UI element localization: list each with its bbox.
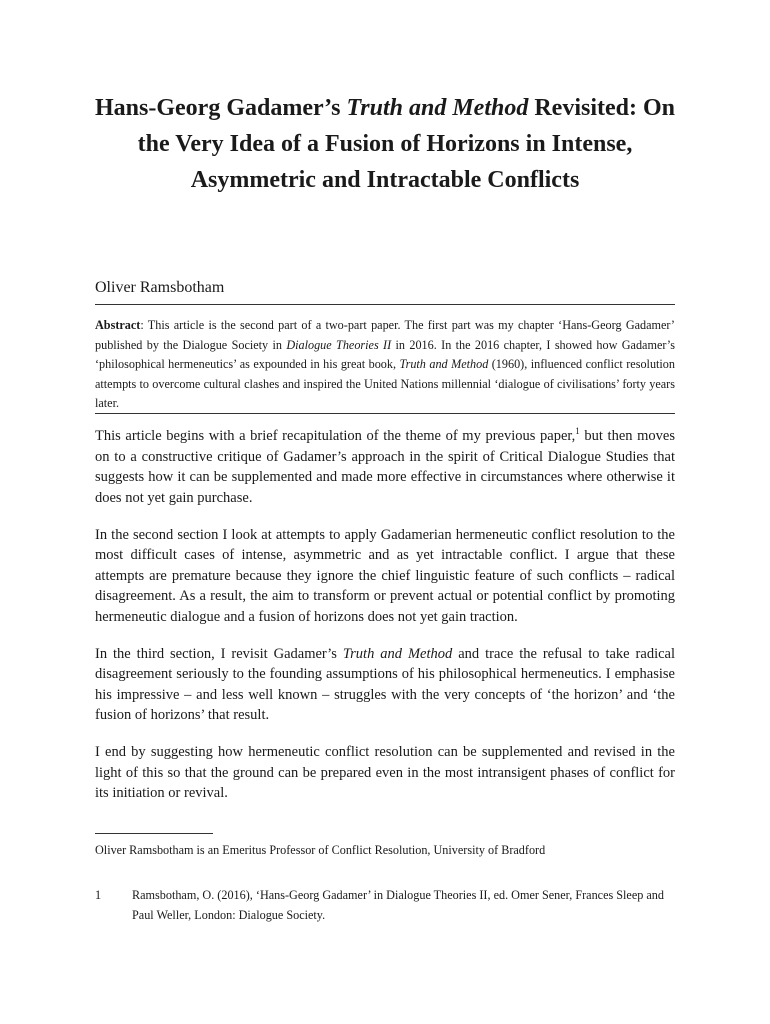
p3-text-a: In the third section, I revisit Gadamer’s [95, 645, 343, 662]
body-text [95, 426, 675, 820]
body-paragraph-3 [95, 644, 675, 726]
author-name: Oliver Ramsbotham [95, 279, 225, 296]
abstract-top-rule [95, 304, 675, 305]
footnote-separator [95, 833, 213, 834]
abstract-text-c: (1960), influenced conflict resolution attempts to overcome cultural clashes and inspired the United Nations millennial ‘dialogue of civilisations’ forty years later. [95, 357, 675, 410]
title-italic-book: Truth and Method [346, 95, 529, 121]
author-bio-note: Oliver Ramsbotham is an Emeritus Professor of Conflict Resolution, University of Bradford [95, 843, 546, 857]
p3-italic-book: Truth and Method [342, 645, 453, 662]
p1-text: This article begins with a brief recapitulation of the theme of my previous paper, [95, 428, 576, 444]
title-part-2: Revisited: On the Very Idea of a Fusion of Horizons in Intense, Asymmetric and Intractable Conflicts [137, 95, 676, 193]
abstract-text-a: : This article is the second part of a two-part paper. The first part was my chapter ‘Hans-Georg Gadamer’ published by the Dialogue Society in [95, 318, 675, 352]
body-paragraph-4: I end by suggesting how hermeneutic conflict resolution can be supplemented and revised in the light of this so that the ground can be prepared even in the most intransigent phases of conflict for its initiation or revival. [95, 744, 675, 801]
abstract [95, 316, 675, 414]
footnote-ref-1[interactable]: 1 [575, 426, 580, 437]
abstract-label: Abstract [95, 318, 141, 332]
paper-title [95, 90, 675, 198]
title-part-1: Hans-Georg Gadamer’s [95, 95, 347, 121]
body-paragraph-1 [95, 426, 675, 508]
abstract-italic-b: Truth and Method [399, 357, 489, 371]
abstract-text-b: in 2016. In the 2016 chapter, I showed how Gadamer’s ‘philosophical hermeneutics’ as expounded in his great book, [95, 337, 675, 371]
p3-text-b: and trace the refusal to take radical disagreement seriously to the founding assumptions of his philosophical hermeneutics. I emphasise his impressive – and less well known – struggles with the very concepts of ‘the horizon’ and ‘the fusion of horizons’ that result. [95, 645, 675, 723]
abstract-bottom-rule [95, 413, 675, 414]
footnote-number: 1 [95, 888, 102, 902]
footnote-text: Ramsbotham, O. (2016), ‘Hans-Georg Gadamer’ in Dialogue Theories II, ed. Omer Sener, Frances Sleep and Paul Weller, London: Dialogue Society. [132, 888, 664, 922]
abstract-italic-a: Dialogue Theories II [286, 337, 392, 352]
body-paragraph-2: In the second section I look at attempts to apply Gadamerian hermeneutic conflict resolution to the most difficult cases of intense, asymmetric and as yet intractable conflict. I argue that these attempts are premature because they ignore the chief linguistic feature of such conflicts – radical disagreement. As a result, the aim to transform or prevent actual or potential conflict by promoting hermeneutic dialogue and a fusion of horizons does not yet gain traction. [95, 526, 675, 625]
p1-continued: but then moves on to a constructive critique of Gadamer’s approach in the spirit of Critical Dialogue Studies that suggests how it can be supplemented and made more effective in circumstances where otherwise it does not yet gain purchase. [95, 428, 676, 506]
